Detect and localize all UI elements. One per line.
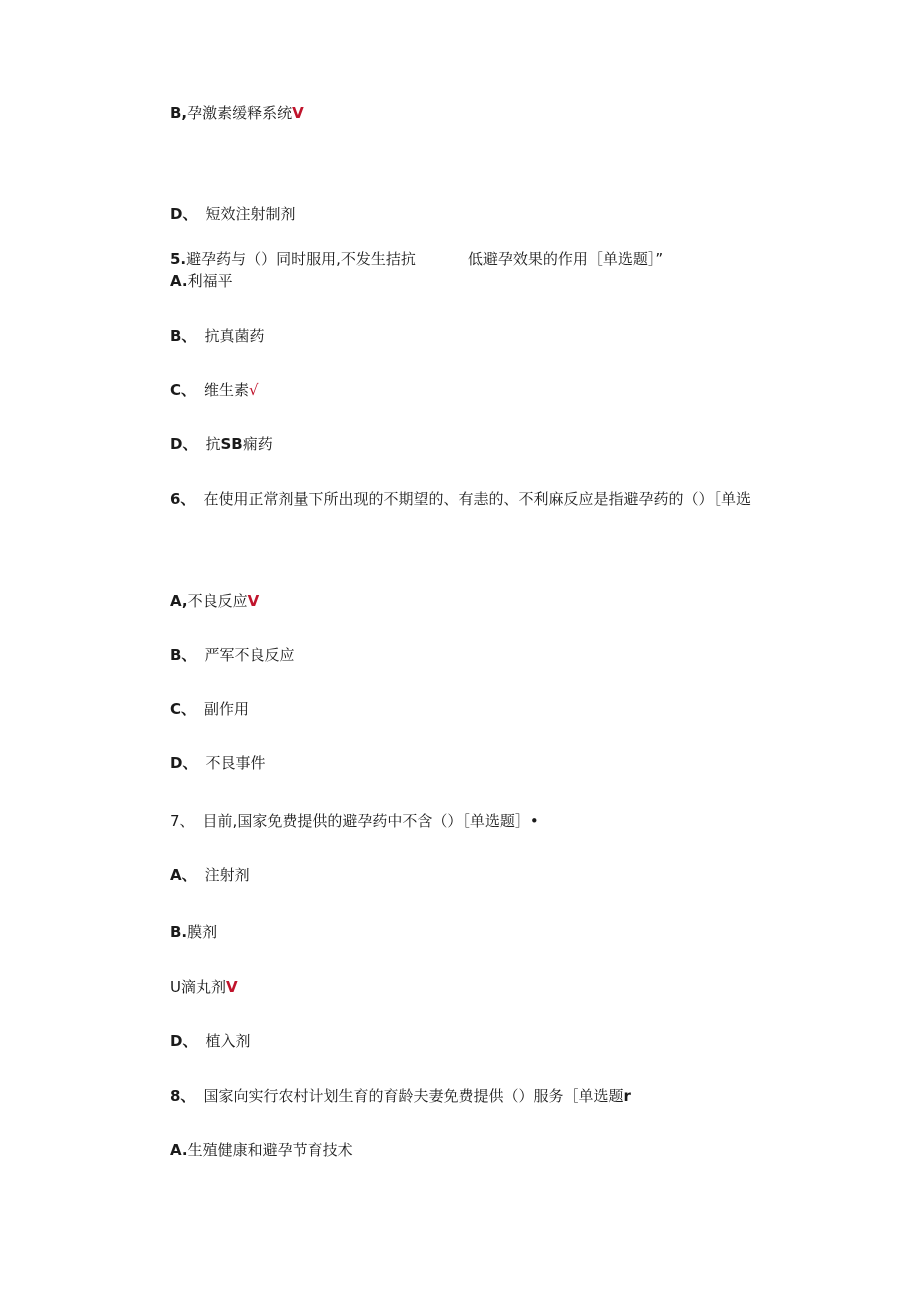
option-label: B、 — [170, 646, 197, 664]
option-line — [170, 204, 295, 224]
option-label: B、 — [170, 327, 197, 345]
option-line — [170, 1031, 250, 1051]
option-text: 抗真菌药 — [204, 327, 265, 345]
option-line — [170, 434, 273, 454]
option-label: U — [170, 978, 181, 996]
option-label: D、 — [170, 435, 198, 453]
question-text-continued: 低避孕效果的作用［单选题］” — [467, 250, 664, 268]
option-text: 维生素 — [204, 381, 250, 399]
question-number: 6、 — [170, 490, 196, 508]
option-label: B. — [170, 923, 188, 941]
option-text: 孕激素缓释系统 — [187, 104, 293, 122]
check-mark: V — [247, 592, 260, 610]
option-line — [170, 591, 259, 611]
option-label: D、 — [170, 1032, 198, 1050]
option-label: B, — [170, 104, 188, 122]
check-mark: √ — [249, 381, 259, 399]
option-text: 不艮事件 — [205, 754, 266, 772]
option-line — [170, 922, 217, 942]
option-line — [170, 645, 294, 665]
question-text: 避孕药与（）同时服用,不发生拮抗 — [186, 250, 416, 268]
question-number: 5. — [170, 250, 187, 268]
question-number: 7、 — [170, 812, 195, 830]
option-label: A, — [170, 592, 188, 610]
option-label: C、 — [170, 381, 197, 399]
check-mark: V — [226, 978, 238, 996]
option-text: 副作用 — [204, 700, 250, 718]
option-text-continued: 痫药 — [242, 435, 273, 453]
option-line — [170, 326, 264, 346]
question-line — [170, 811, 539, 831]
option-line — [170, 865, 250, 885]
option-line — [170, 380, 259, 400]
option-label: A. — [170, 272, 188, 290]
option-label: C、 — [170, 700, 197, 718]
question-number: 8、 — [170, 1087, 196, 1105]
question-text: 国家向实行农村计划生育的育龄夫妻免费提供（）服务［单选题 — [203, 1087, 624, 1105]
option-line — [170, 699, 249, 719]
option-line — [170, 1140, 353, 1160]
question-text: 目前,国家免费提供的避孕药中不含（）［单选题］• — [202, 812, 539, 830]
option-text: 膜剂 — [187, 923, 218, 941]
question-line — [170, 1086, 631, 1106]
option-label: D、 — [170, 205, 198, 223]
option-text: 利福平 — [187, 272, 233, 290]
option-label: D、 — [170, 754, 198, 772]
option-line — [170, 271, 233, 291]
option-label: A. — [170, 1141, 188, 1159]
question-line — [170, 249, 663, 269]
option-text: 不良反应 — [187, 592, 248, 610]
option-text: 植入剂 — [205, 1032, 251, 1050]
option-text: 滴丸剂 — [180, 978, 226, 996]
option-line — [170, 753, 265, 773]
option-text: 生殖健康和避孕节育技术 — [187, 1141, 353, 1159]
question-text-tail: r — [623, 1087, 631, 1105]
option-text-bold: SB — [220, 435, 243, 453]
option-text: 抗 — [205, 435, 221, 453]
check-mark: V — [292, 104, 304, 122]
question-text: 在使用正常剂量下所出现的不期望的、有恚的、不利麻反应是指避孕药的（）［单选 — [203, 490, 751, 508]
option-text: 严军不良反应 — [204, 646, 295, 664]
option-label: A、 — [170, 866, 197, 884]
question-line — [170, 489, 751, 509]
option-text: 短效注射制剂 — [205, 205, 296, 223]
option-line — [170, 103, 304, 123]
option-line — [170, 977, 238, 997]
option-text: 注射剂 — [204, 866, 250, 884]
